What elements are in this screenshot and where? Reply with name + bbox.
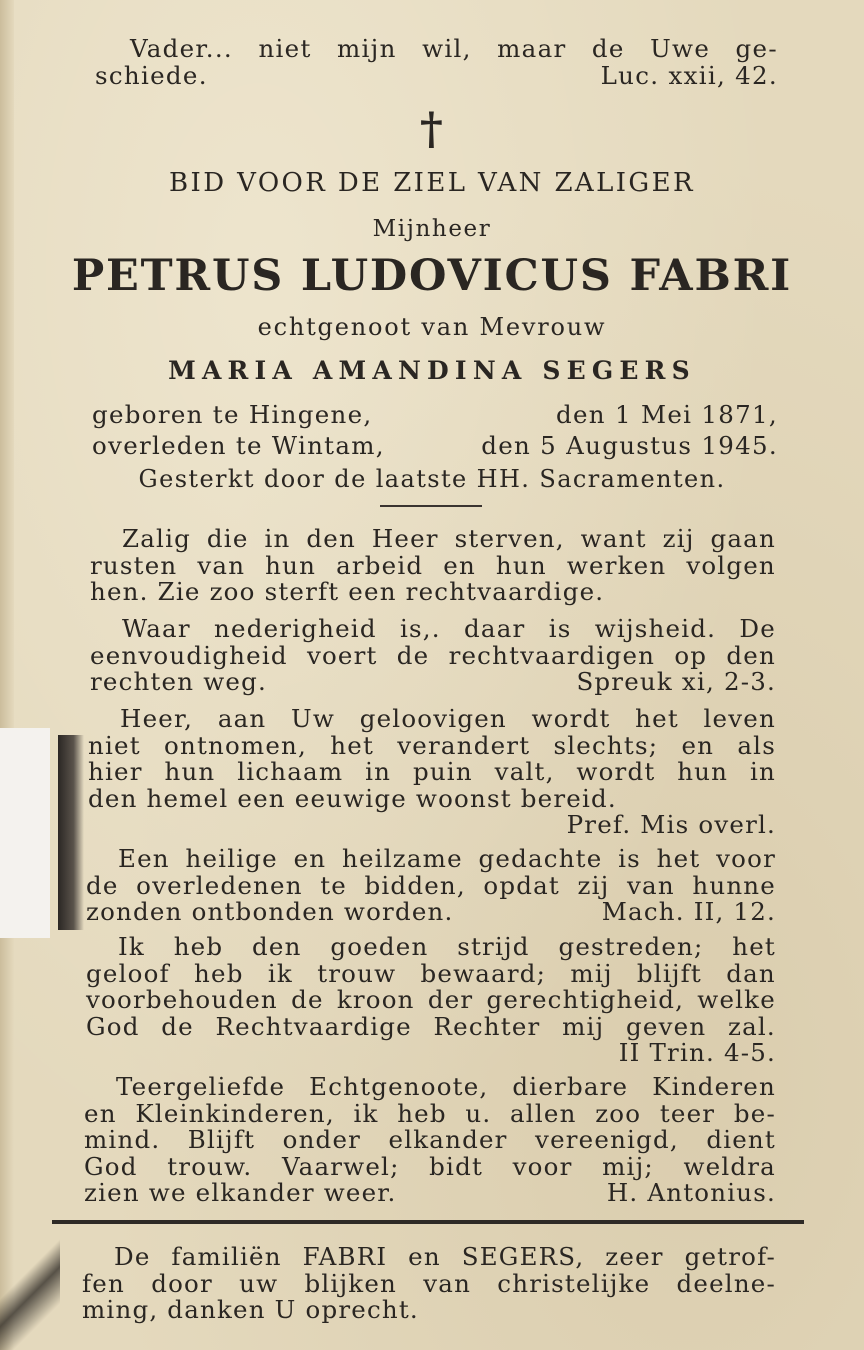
word: zal. [727,1011,776,1041]
word: Kinderen [652,1072,776,1101]
word: geloovigen [359,704,507,733]
word: De [739,614,776,643]
word: den [252,932,302,961]
word: ik [353,1098,379,1128]
word: hun [677,757,729,786]
verse-line [84,1127,776,1154]
word: het [635,704,679,733]
word: heilige [185,844,278,873]
word: welke [697,985,776,1014]
word: voor [512,1151,573,1181]
word: de [86,870,119,900]
word: christelijke [497,1268,651,1298]
word: zoo [595,1098,642,1128]
verse-text: zonden ontbonden worden. [86,897,454,926]
word: gestreden; [558,932,704,961]
word: voorbehouden [86,985,278,1014]
word: is [618,844,641,873]
verse-line [86,1011,776,1041]
word: God [86,1011,140,1041]
word: goeden [330,932,429,961]
word: Een [118,844,170,873]
honorific-title: Mijnheer [372,216,492,242]
word: is,. [399,614,441,643]
word: getrof- [684,1242,776,1271]
verse-line [84,1151,776,1181]
word: heb [397,1098,447,1128]
word: hunne [692,870,776,900]
verse-line [88,783,776,813]
word: Waar [122,614,191,643]
thanks-text: ming, danken U oprecht. [82,1295,419,1324]
word: heb [173,932,224,961]
word: familiën [171,1242,282,1271]
verse-line [84,1074,776,1101]
word: daar [464,614,526,643]
word: mij; [602,1151,654,1181]
word: het [330,730,375,760]
word: blijft [636,958,702,988]
word: niet [258,34,312,63]
word: geven [626,1011,707,1041]
word: en [84,1098,117,1128]
verse-line [90,579,776,606]
epigraph-text-end: schiede. [95,61,208,90]
spouse-of-label: echtgenoot van Mevrouw [257,313,607,341]
pray-for-heading: BID VOOR DE ZIEL VAN ZALIGER [169,168,695,198]
word: Uw [291,704,336,733]
verse-paragraph-6 [84,1074,776,1207]
word: en [408,1242,441,1271]
word: de [161,1011,194,1041]
word: bidden, [364,870,466,900]
verse-source: Pref. Mis overl. [566,810,776,839]
word: vereenigd, [535,1125,679,1154]
verse-source: II Trin. 4-5. [618,1038,776,1067]
divider-short [380,505,482,507]
word: den [306,524,356,553]
word: de [396,640,430,670]
word: u. [465,1098,492,1128]
verse-paragraph-4 [86,846,776,926]
word: SEGERS, [461,1242,585,1271]
word: is [548,614,572,643]
word: overledenen [136,870,303,900]
death-place: overleden te Wintam, [92,431,385,460]
word: voor [716,844,776,873]
death-date: den 5 Augustus 1945. [481,431,778,460]
word: heilzame [341,844,463,873]
word: door [151,1268,213,1298]
word: en [443,550,476,580]
thanks-line [82,1268,776,1298]
verse-line [88,706,776,733]
worn-corner [0,1225,60,1350]
verse-line [90,640,776,670]
word: Ik [118,932,145,961]
verse-line [90,616,776,643]
verse-line [86,934,776,961]
word: wijsheid. [594,614,717,643]
word: hun [164,757,216,786]
word: Blijft [187,1125,256,1154]
word: bewaard; [420,958,547,988]
epigraph-line-1 [130,36,778,62]
word: gedachte [478,844,603,873]
word: in [749,757,776,786]
word: der [427,985,474,1014]
verse-paragraph-1 [90,526,776,606]
word: verandert [397,730,531,760]
word: weldra [683,1151,776,1181]
word: Kleinkinderen, [135,1098,335,1128]
word: den [726,640,776,670]
family-thanks [82,1244,776,1324]
word: FABRI [302,1242,388,1271]
word: als [737,730,776,760]
verse-paragraph-2 [90,616,776,696]
birth-place: geboren te Hingene, [92,400,373,429]
word: heb [194,958,244,988]
word: wordt [531,704,611,733]
verse-line [90,526,776,553]
word: wordt [576,757,656,786]
word: rechtvaardigen [448,640,656,670]
word: volgen [686,550,776,580]
spouse-name: MARIA AMANDINA SEGERS [168,356,696,385]
word: ik [267,958,293,988]
word: van [627,870,675,900]
word: in [365,757,392,786]
death-line [92,433,778,459]
verse-line [88,730,776,760]
word: fen [82,1268,125,1298]
deceased-name: PETRUS LUDOVICUS FABRI [71,251,793,301]
word: ge- [735,34,778,63]
thanks-line [82,1297,776,1324]
word: rusten [90,550,178,580]
cross-icon: † [419,104,445,155]
word: niet [88,730,141,760]
word: van [197,550,246,580]
word: deelne- [676,1268,776,1298]
word: die [206,524,249,553]
word: lichaam [237,757,344,786]
word: teer [659,1098,716,1128]
birth-date: den 1 Mei 1871, [556,400,778,429]
verse-line [88,759,776,786]
word: mijn [337,34,397,63]
word: bidt [429,1151,484,1181]
verse-text: hen. Zie zoo sterft een rechtvaardige. [90,577,605,606]
word: zij [662,524,695,553]
word: want [580,524,647,553]
word: kroon [336,985,415,1014]
verse-line [86,958,776,988]
verse-text: zien we elkander weer. [84,1178,397,1207]
word: trouw [317,958,397,988]
word: mij [570,958,613,988]
word: te [320,870,347,900]
word: voert [306,640,378,670]
word: blijken [304,1268,397,1298]
word: Heer, [120,704,194,733]
word: gerechtigheid, [486,985,685,1014]
word: hun [265,550,317,580]
verse-line [88,812,776,839]
word: strijd [457,932,530,961]
word: onder [282,1125,362,1154]
word: Teergeliefde [116,1072,286,1101]
word: in [264,524,291,553]
word: en [293,844,327,873]
verse-line [84,1098,776,1128]
thanks-line [82,1244,776,1271]
epigraph-source: Luc. xxii, 42. [600,61,778,90]
word: dient [706,1125,776,1154]
word: elkander [388,1125,508,1154]
word: het [732,932,776,961]
word: Echtgenoote, [309,1072,489,1101]
word: nederigheid [214,614,377,643]
word: het [656,844,701,873]
word: zij [577,870,610,900]
word: Vader... [130,34,234,63]
verse-line [86,1040,776,1067]
word: dierbare [512,1072,629,1101]
word: dan [726,958,776,988]
verse-line [90,550,776,580]
word: leven [703,704,776,733]
word: be- [733,1098,776,1128]
word: valt, [494,757,555,786]
word: Rechtvaardige [215,1011,412,1041]
word: opdat [483,870,560,900]
word: de [291,985,324,1014]
paper-edge [0,0,14,1350]
word: op [674,640,708,670]
word: trouw. [167,1151,253,1181]
word: geloof [86,958,170,988]
word: hun [495,550,547,580]
epigraph-line-2 [95,63,778,89]
word: De [114,1242,151,1271]
word: Uwe [650,34,711,63]
verse-line [86,987,776,1014]
word: Heer [371,524,439,553]
word: Rechter [433,1011,541,1041]
word: zeer [605,1242,664,1271]
verse-text: den hemel een eeuwige woonst bereid. [88,783,617,813]
word: en [681,730,715,760]
torn-edge-shadow [58,735,84,930]
word: arbeid [336,550,424,580]
word: mij [562,1011,605,1041]
word: allen [510,1098,577,1128]
divider-long [52,1220,804,1224]
torn-paper-damage [0,728,50,938]
verse-line [86,899,776,926]
word: gaan [710,524,776,553]
word: maar [497,34,567,63]
word: sterven, [454,524,565,553]
word: van [423,1268,472,1298]
verse-source: Mach. II, 12. [601,897,776,926]
word: werken [566,550,667,580]
word: puin [412,757,473,786]
verse-source: Spreuk xi, 2-3. [576,667,776,696]
word: de [591,34,625,63]
verse-line [86,870,776,900]
word: eenvoudigheid [90,640,288,670]
verse-paragraph-3 [88,706,776,839]
word: wil, [422,34,472,63]
birth-line [92,402,778,428]
word: hier [88,757,143,786]
verse-source: H. Antonius. [606,1178,776,1207]
verse-line [90,669,776,696]
word: mind. [84,1125,161,1154]
verse-paragraph-5 [86,934,776,1067]
sacraments-line: Gesterkt door de laatste HH. Sacramenten. [138,465,726,493]
word: God [84,1151,138,1181]
word: ontnomen, [164,730,308,760]
word: slechts; [553,730,659,760]
word: Zalig [122,524,191,553]
word: aan [217,704,267,733]
verse-text: rechten weg. [90,667,267,696]
verse-line [84,1180,776,1207]
verse-line [86,846,776,873]
word: Vaarwel; [282,1151,400,1181]
word: uw [239,1268,279,1298]
